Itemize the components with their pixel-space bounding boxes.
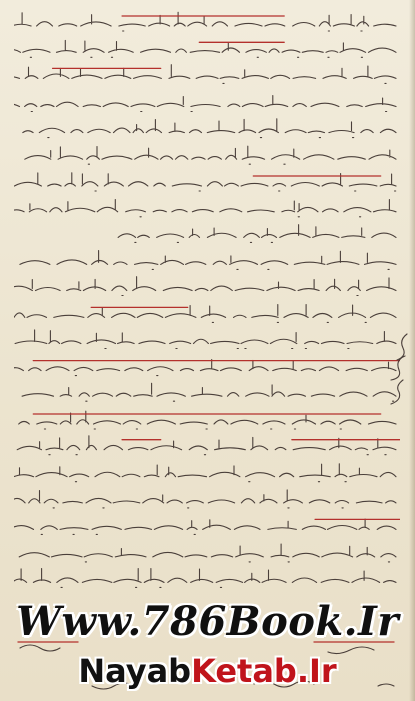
script-line	[14, 487, 400, 514]
script-line-strokes	[14, 355, 400, 381]
script-line	[14, 222, 400, 249]
script-line	[14, 408, 400, 435]
script-line	[14, 90, 400, 117]
script-line	[14, 169, 400, 196]
script-line	[14, 514, 400, 541]
script-line-strokes	[14, 434, 400, 460]
script-line-strokes	[14, 328, 400, 354]
script-line-strokes	[14, 169, 400, 195]
margin-note	[377, 330, 413, 410]
script-line-strokes	[14, 222, 400, 248]
script-line	[14, 540, 400, 567]
manuscript-text-block	[14, 10, 400, 595]
script-line	[14, 275, 400, 302]
watermark-site: Www.786Book.Ir	[16, 598, 399, 645]
script-line	[14, 567, 400, 594]
script-line-strokes	[14, 540, 400, 566]
script-line	[14, 434, 400, 461]
script-line-strokes	[14, 116, 400, 142]
script-line-strokes	[14, 196, 400, 222]
script-line-strokes	[14, 143, 400, 169]
script-line-strokes	[14, 461, 400, 487]
script-line-strokes	[14, 381, 400, 407]
script-line-strokes	[14, 408, 400, 434]
script-line	[14, 116, 400, 143]
watermark-brand	[0, 652, 415, 690]
script-line-strokes	[14, 302, 400, 328]
script-line	[14, 63, 400, 90]
script-line-strokes	[14, 514, 400, 540]
script-line	[14, 37, 400, 64]
script-line	[14, 302, 400, 329]
script-line-strokes	[14, 567, 400, 593]
script-line	[14, 196, 400, 223]
script-line-strokes	[14, 275, 400, 301]
script-line	[14, 355, 400, 382]
script-line	[14, 381, 400, 408]
script-line-strokes	[14, 90, 400, 116]
script-line	[14, 328, 400, 355]
script-line	[14, 10, 400, 37]
script-line	[14, 143, 400, 170]
watermark-brand-part2: Ketab.Ir	[191, 652, 337, 690]
script-line-strokes	[14, 37, 400, 63]
script-line-strokes	[14, 487, 400, 513]
script-line-strokes	[14, 63, 400, 89]
script-line	[14, 461, 400, 488]
watermark-brand-part1: Nayab	[78, 652, 192, 690]
script-line-strokes	[14, 10, 400, 36]
script-line-strokes	[14, 249, 400, 275]
script-line	[14, 249, 400, 276]
